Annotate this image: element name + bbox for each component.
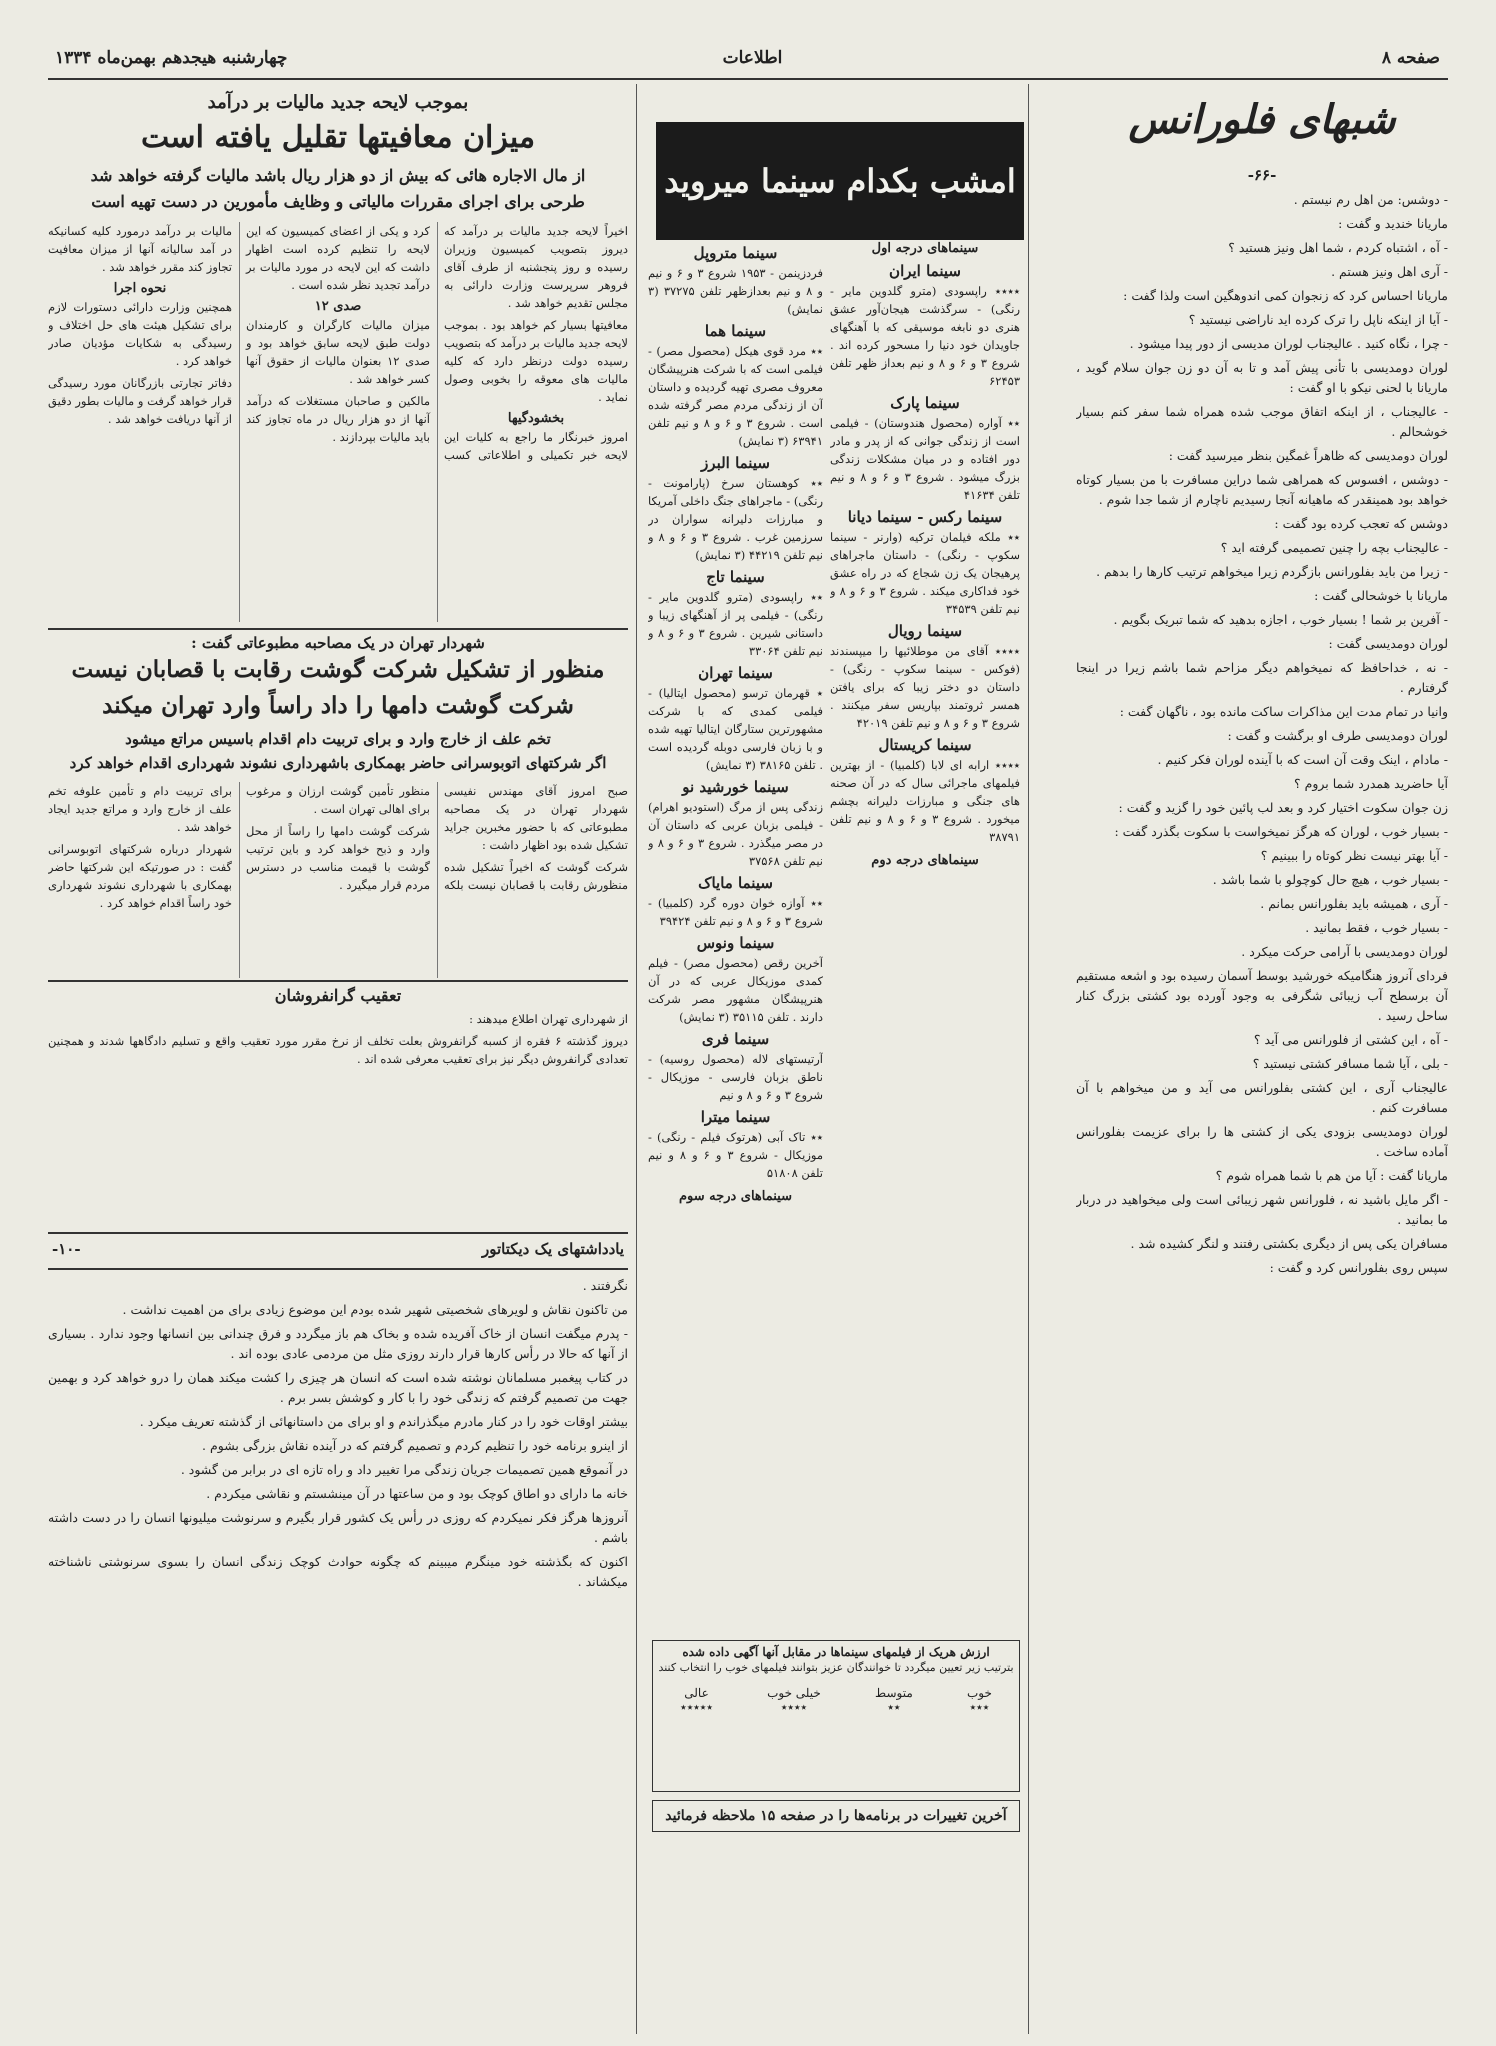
cinema-listing: ٭ قهرمان ترسو (محصول ایتالیا) - فیلمی کمدی که با شرکت مشهورترین ستارگان ایتالیا تهیه شده و با زبان فارسی دوبله گردیده است . تلفن ۳۸۱۶۵ (۳ نمایش) xyxy=(648,686,823,772)
meat-paragraph: شرکت گوشت که اخیراً تشکیل شده منظورش رقابت با قصابان نیست بلکه منظور تأمین گوشت ارزان و مرغوب برای اهالی تهران است . xyxy=(246,784,628,892)
memoir-paragraph: آنروزها هرگز فکر نمیکردم که روزی در رأس یک کشور قرار بگیرم و سرنوشت میلیونها انسان را در دست داشته باشم . xyxy=(48,1510,628,1545)
cinema-name: سینما رویال xyxy=(887,622,963,640)
tax-subhead: بخشودگیها xyxy=(507,411,565,426)
memoir-paragraph: نگرفتند . xyxy=(582,1278,628,1293)
cinema-listing: ٭٭ آوازه خوان دوره گرد (کلمبیا) - شروع ۳ و ۶ و ۸ و نیم تلفن ۳۹۴۲۴ xyxy=(648,896,823,928)
cinema-name: سینما تهران xyxy=(698,664,773,682)
notice-paragraph: دیروز گذشته ۶ فقره از کسبه گرانفروش بعلت تخلف از نرخ مقرر مورد تعقیب واقع و تسلیم دادگاهها شدند و همچنین تعدادی گرانفروش دیگر نیز برای تعقیب معرفی شده اند . xyxy=(48,1034,628,1066)
serial-paragraph: ماریانا احساس کرد که زنجوان کمی اندوهگین است ولذا گفت : xyxy=(1123,288,1448,303)
tax-subhead: صدی ۱۲ xyxy=(314,299,362,314)
cinema-listing: ٭٭٭٭ راپسودی (مترو گلدوین مایر - رنگی) - سرگذشت هیجان‌آور عشق هنری دو نابغه موسیقی که با آهنگهای جاویدان خود دنیا را مسحور کرده اند . شروع ۳ و ۶ و ۸ و نیم بعداز ظهر تلفن ۶۲۴۵۳ xyxy=(830,284,1020,388)
serial-paragraph: لوران دومدیسی با آرامی حرکت میکرد . xyxy=(1241,944,1448,959)
rating-row xyxy=(653,1686,1019,1714)
serial-paragraph: ماریانا گفت : آیا من هم با شما همراه شوم ؟ xyxy=(1215,1168,1448,1183)
meat-paragraph: صبح امروز آقای مهندس نفیسی شهردار تهران در یک مصاحبه مطبوعاتی که با حضور مخبرین جراید تشکیل شده بود اظهار داشت : xyxy=(444,784,628,852)
tax-paragraph: مالیات بر درآمد درمورد کلیه کسانیکه در آمد سالیانه آنها از میزان معافیت تجاوز کند مقرر خواهد شد . xyxy=(48,224,232,274)
serial-paragraph: - چرا ، نگاه کنید . عالیجناب لوران مدیسی از دور پیدا میشود . xyxy=(1129,336,1448,351)
serial-paragraph: وانیا در تمام مدت این مذاکرات ساکت مانده بود ، ناگهان گفت : xyxy=(1119,704,1448,719)
memoir-body xyxy=(48,1276,628,2036)
cinema-listing: زندگی پس از مرگ (استودیو اهرام) - فیلمی بزبان عربی که داستان آن در مصر میگذرد . شروع ۳ و ۶ و ۸ و نیم تلفن ۳۷۵۶۸ xyxy=(648,800,823,868)
column-divider xyxy=(1028,84,1029,2034)
serial-paragraph: مسافران یکی پس از دیگری بکشتی رفتند و لنگر کشیده شد . xyxy=(1130,1236,1448,1251)
cinema-name: سینما میترا xyxy=(700,1108,771,1126)
notice-paragraph: از شهرداری تهران اطلاع میدهند : xyxy=(469,1012,628,1026)
rating-item xyxy=(767,1686,821,1714)
cinema-listing: ٭٭ راپسودی (مترو گلدوین مایر - رنگی) - فیلمی پر از آهنگهای زیبا و داستانی شیرین . شروع ۳ و ۶ و ۸ و نیم تلفن ۳۳۰۶۴ xyxy=(648,590,823,658)
section-rule xyxy=(48,1232,628,1234)
cinema-listing: آخرین رقص (محصول مصر) - فیلم کمدی موزیکال عربی که در آن هنرپیشگان مشهور مصر شرکت دارند . تلفن ۳۵۱۱۵ (۳ نمایش) xyxy=(648,956,823,1024)
rating-item xyxy=(680,1686,713,1714)
serial-paragraph: - عالیجناب ، از اینکه اتفاق موجب شده همراه شما سفر کنم بسیار خوشحالم . xyxy=(1076,404,1448,439)
cinema-listing: ٭٭ آواره (محصول هندوستان) - فیلمی است از زندگی جوانی که از پدر و مادر دور افتاده و در میان مشکلات زندگی بزرگ میشود . شروع ۳ و ۶ و ۸ و نیم تلفن ۴۱۶۳۴ xyxy=(830,416,1020,502)
meat-body xyxy=(48,782,628,978)
memoir-paragraph: بیشتر اوقات خود را در کنار مادرم میگذراندم و او برای من داستانهائی از گذشته تعریف میکرد . xyxy=(139,1414,628,1429)
serial-paragraph: فردای آنروز هنگامیکه خورشید بوسط آسمان رسیده بود و اشعه مستقیم آن برسطح آب زیبائی شگرفی به وجود آورده بود کشتی بزرگ کنار ساحل رسید . xyxy=(1076,968,1448,1023)
memoir-title: یادداشتهای یک دیکتاتور xyxy=(481,1240,624,1258)
rating-label: خیلی خوب xyxy=(767,1686,821,1700)
serial-paragraph: لوران دومدیسی بزودی یکی از کشتی ها را برای عزیمت بفلورانس آماده ساخت . xyxy=(1076,1124,1448,1159)
cinema-column-left xyxy=(648,240,823,1640)
tax-paragraph: امروز خبرنگار ما راجع به کلیات این لایحه خبر تکمیلی و اطلاعاتی کسب کرد و یکی از اعضای کمیسیون که این لایحه را تنظیم کرده است اظهار داشت که این لایحه در مورد مالیات بر درآمد تجدید نظر شده است . xyxy=(246,224,628,462)
cinema-listing: فردزینمن - ۱۹۵۳ شروع ۳ و ۶ و نیم و ۸ و نیم بعدازظهر تلفن ۳۷۲۷۵ (۳ نمایش) xyxy=(648,266,823,316)
serial-text xyxy=(1076,190,1448,2030)
serial-paragraph: - دوشس ، افسوس که همراهی شما دراین مسافرت با من بسیار کوتاه خواهد بود همینقدر که ماهیانه آنجا رسیدیم ناچارم از شما جدا شوم . xyxy=(1076,472,1448,507)
cinema-section-title: سینماهای درجه سوم xyxy=(679,1189,792,1204)
cinema-name: سینما فری xyxy=(701,1030,770,1048)
serial-episode: -۶۶- xyxy=(1247,166,1277,184)
tax-subhead: نحوه اجرا xyxy=(113,281,167,296)
serial-paragraph: - مادام ، اینک وقت آن است که با آینده لوران فکر کنیم . xyxy=(1157,752,1448,767)
page-number: صفحه ۸ xyxy=(1381,48,1440,68)
serial-paragraph: لوران دومدیسی گفت : xyxy=(1328,636,1448,651)
meat-headline: منظور از تشکیل شرکت گوشت رقابت با قصابان نیست xyxy=(71,656,605,683)
cinema-listing: ٭٭ مرد قوی هیکل (محصول مصر) - فیلمی است که با شرکت هنرپیشگان معروف مصری تهیه گردیده و داستان آن از زندگی مردم مصر گرفته شده است . شروع ۳ و ۶ و ۸ و نیم تلفن ۶۳۹۴۱ (۳ نمایش) xyxy=(648,344,823,448)
tax-kicker: بموجب لایحه جدید مالیات بر درآمد xyxy=(207,92,469,113)
serial-paragraph: ماریانا خندید و گفت : xyxy=(1338,216,1448,231)
cinema-listing: ٭٭ ملکه فیلمان ترکیه (وارنر - سینما سکوپ - رنگی) - داستان ماجراهای پرهیجان یک زن شجاع که در راه عشق خود فداکاری میکند . شروع ۳ و ۶ و ۸ و نیم تلفن ۳۴۵۳۹ xyxy=(830,530,1020,616)
cinema-column-right xyxy=(830,240,1020,1740)
serial-paragraph: - عالیجناب بچه را چنین تصمیمی گرفته اید ؟ xyxy=(1220,540,1448,555)
tax-body xyxy=(48,222,628,622)
tax-paragraph: معافیتها بسیار کم خواهد بود . بموجب لایحه جدید مالیات بر درآمد که بتصویب رسیده دولت درنظر دارد که کلیه مالیات های معوقه را بخوبی وصول نماید . xyxy=(444,318,628,404)
rating-label: عالی xyxy=(684,1686,709,1700)
cinema-listing: ٭٭٭٭ آقای من موطلائیها را میپسندند (فوکس - سینما سکوپ - رنگی) - داستان دو دختر زیبا که برای یافتن همسر ثروتمند بپاریس سفر میکنند . شروع ۳ و ۶ و ۸ و نیم تلفن ۴۲۰۱۹ xyxy=(830,644,1020,730)
serial-paragraph: - آه ، این کشتی از فلورانس می آید ؟ xyxy=(1253,1032,1448,1047)
rating-stars: ٭٭٭٭٭ xyxy=(680,1700,713,1714)
notice-body xyxy=(48,1010,628,1110)
meat-deck: تخم علف از خارج وارد و برای تربیت دام اقدام باسیس مراتع میشود xyxy=(125,730,551,748)
meat-kicker: شهردار تهران در یک مصاحبه مطبوعاتی گفت : xyxy=(191,634,485,652)
tax-paragraph: دفاتر تجارتی بازرگانان مورد رسیدگی قرار خواهد گرفت و مالیات بطور دقیق از آنها دریافت خواهد شد . xyxy=(48,376,232,426)
cinema-name: سینما ایران xyxy=(889,262,961,280)
serial-paragraph: - بسیار خوب ، هیچ حال کوچولو با شما باشد . xyxy=(1212,872,1448,887)
serial-paragraph: لوران دومدیسی طرف او برگشت و گفت : xyxy=(1227,728,1448,743)
serial-paragraph: - دوشس: من اهل رم نیستم . xyxy=(1293,192,1448,207)
serial-paragraph: - آیا از اینکه ناپل را ترک کرده اید ناراضی نیستید ؟ xyxy=(1188,312,1448,327)
serial-paragraph: - آری ، همیشه باید بفلورانس بمانم . xyxy=(1260,896,1448,911)
memoir-paragraph: از اینرو برنامه خود را تنظیم کردم و تصمیم گرفتم که در آینده نقاش بزرگی بشوم . xyxy=(202,1438,628,1453)
cinema-name: سینما هما xyxy=(704,322,767,340)
cinema-section-title: سینماهای درجه اول xyxy=(871,241,979,256)
serial-paragraph: - آیا بهتر نیست نظر کوتاه را ببینیم ؟ xyxy=(1260,848,1448,863)
cinema-name: سینما تاج xyxy=(706,568,765,586)
cinema-name: سینما متروپل xyxy=(693,244,778,262)
tax-headline: میزان معافیتها تقلیل یافته است xyxy=(140,120,536,155)
notice-title: تعقیب گرانفروشان xyxy=(274,986,402,1005)
memoir-paragraph: در آنموقع همین تصمیمات جریان زندگی مرا تغییر داد و راه تازه ای در برابر من گشود . xyxy=(180,1462,628,1477)
rating-label: خوب xyxy=(966,1686,992,1700)
rating-stars: ٭٭٭٭ xyxy=(780,1700,808,1714)
cinema-listing: ٭٭٭٭ ارابه ای لابا (کلمبیا) - از بهترین فیلمهای ماجرائی سال که در آن صحنه های جنگی و مبارزات دلیرانه بچشم میخورد . شروع ۳ و ۶ و ۸ و نیم تلفن ۳۸۷۹۱ xyxy=(830,758,1020,844)
tax-paragraph: مالکین و صاحبان مستغلات که درآمد آنها از دو هزار ریال در ماه تجاوز کند باید مالیات بپردازند . xyxy=(246,394,430,444)
column-divider xyxy=(636,84,637,2034)
serial-paragraph: آیا حاضرید همدرد شما بروم ؟ xyxy=(1294,776,1448,791)
memoir-header xyxy=(48,1240,628,1266)
serial-paragraph: - بسیار خوب ، فقط بمانید . xyxy=(1305,920,1448,935)
memoir-paragraph: اکنون که بگذشته خود مینگرم میبینم که چگونه حوادث کوچک زندگی انسان را بسوی سرنوشتی ناشناخته میکشاند . xyxy=(48,1554,628,1589)
meat-headline-2: شرکت گوشت دامها را داد راساً وارد تهران میکند xyxy=(102,692,574,719)
rating-stars: ٭٭٭ xyxy=(969,1700,990,1714)
memoir-number: -۱۰- xyxy=(52,1240,81,1258)
serial-paragraph: - آه ، اشتباه کردم ، شما اهل ونیز هستید ؟ xyxy=(1228,240,1448,255)
memoir-paragraph: خانه ما دارای دو اطاق کوچک بود و من ساعتها در آن مینشستم و نقاشی میکردم . xyxy=(206,1486,628,1501)
serial-paragraph: سپس روی بفلورانس کرد و گفت : xyxy=(1269,1260,1448,1275)
rating-item xyxy=(967,1686,992,1714)
cinema-name: سینما البرز xyxy=(701,454,770,472)
meat-paragraph: شهردار درباره شرکتهای اتوبوسرانی گفت : در صورتیکه این شرکتها حاضر بهمکاری با شهرداری نشوند شهرداری خود راساً اقدام خواهد کرد . xyxy=(48,842,232,910)
cinema-name: سینما رکس - سینما دیانا xyxy=(847,508,1003,526)
section-rule xyxy=(48,1268,628,1270)
meat-deck: اگر شرکتهای اتوبوسرانی حاضر بهمکاری باشهرداری نشوند شهرداری اقدام خواهد کرد xyxy=(69,754,607,772)
serial-title: شبهای فلورانس xyxy=(1128,96,1396,143)
cinema-name: سینما ونوس xyxy=(696,934,775,952)
serial-paragraph: - نه ، خداحافظ که نمیخواهم دیگر مزاحم شما باشم زیرا در اینجا گرفتارم . xyxy=(1076,660,1448,695)
section-rule xyxy=(48,628,628,630)
meat-paragraph: برای تربیت دام و تأمین علوفه تخم علف از خارج وارد و مراتع جدید ایجاد خواهد شد . xyxy=(48,784,232,834)
tax-paragraph: اخیراً لایحه جدید مالیات بر درآمد که دیروز بتصویب کمیسیون وزیران رسیده و روز پنجشنبه از طرف آقای فروهر سرپرست وزارت دارائی به مجلس تقدیم خواهد شد . xyxy=(444,224,628,310)
rating-legend xyxy=(652,1640,1020,1792)
serial-paragraph: ماریانا با خوشحالی گفت : xyxy=(1314,588,1448,603)
serial-paragraph: - آفرین بر شما ! بسیار خوب ، اجازه بدهید که شما تبریک بگویم . xyxy=(1113,612,1448,627)
cinema-section-title: سینماهای درجه دوم xyxy=(871,853,979,868)
serial-paragraph: لوران دومدیسی با تأنی پیش آمد و تا به آن دو زن جوان سلام گوید ، ماریانا با لحنی نیکو با او گفت : xyxy=(1076,360,1448,395)
cinema-name: سینما مایاک xyxy=(698,874,773,892)
cinema-name: سینما خورشید نو xyxy=(682,778,789,796)
cinema-listing: آرتیستهای لاله (محصول روسیه) - ناطق بزبان فارسی - موزیکال - شروع ۳ و ۶ و ۸ و نیم xyxy=(648,1052,823,1102)
cinema-name: سینما پارک xyxy=(890,394,960,412)
rating-stars: ٭٭ xyxy=(887,1700,901,1714)
serial-paragraph: - بلی ، آیا شما مسافر کشتی نیستید ؟ xyxy=(1252,1056,1448,1071)
cinema-name: سینما کریستال xyxy=(878,736,972,754)
rating-note: بترتیب زیر تعیین میگردد تا خوانندگان عزیز بتوانند فیلمهای خوب را انتخاب کنند xyxy=(658,1661,1014,1674)
serial-paragraph: - زیرا من باید بفلورانس بازگردم زیرا میخواهم ترتیب کارها را بدهم . xyxy=(1096,564,1448,579)
tax-deck: طرحی برای اجرای مقررات مالیاتی و وظایف مأمورین در دست تهیه است xyxy=(91,192,585,211)
memoir-paragraph: در کتاب پیغمبر مسلمانان نوشته شده است که انسان هر چیزی را کشت میکند همان را درو خواهد کرد و بهمین جهت من تصمیم گرفتم که زندگی خود را با کار و کوشش بسر برم . xyxy=(48,1370,628,1405)
serial-paragraph: عالیجناب آری ، این کشتی بفلورانس می آید و من میخواهم با آن مسافرت کنم . xyxy=(1076,1080,1448,1115)
tax-paragraph: همچنین وزارت دارائی دستورات لازم برای تشکیل هیئت های حل اختلاف و رسیدگی به شکایات مؤدیان صادر خواهد کرد . xyxy=(48,300,232,368)
rating-title: ارزش هریک از فیلمهای سینماها در مقابل آنها آگهی داده شده xyxy=(682,1645,990,1659)
memoir-paragraph: - پدرم میگفت انسان از خاک آفریده شده و بخاک هم باز میگردد و فرق چندانی بین انسانها وجود ندارد . بسیاری از آنها که حالا در رأس کارها قرار دارند روزی مثل من مردمی عادی بوده اند . xyxy=(48,1326,628,1361)
tax-paragraph: میزان مالیات کارگران و کارمندان دولت طبق لایحه سابق خواهد بود و صدی ۱۲ بعنوان مالیات از حقوق آنها کسر خواهد شد . xyxy=(246,318,430,386)
section-rule xyxy=(48,980,628,982)
cinema-listing: ٭٭ کوهستان سرخ (پارامونت - رنگی) - ماجراهای جنگ داخلی آمریکا و مبارزات دلیرانه سواران در سرزمین غرب . شروع ۳ و ۶ و ۸ و نیم تلفن ۴۴۲۱۹ (۳ نمایش) xyxy=(648,476,823,562)
serial-paragraph: لوران دومدیسی که ظاهراً غمگین بنظر میرسید گفت : xyxy=(1168,448,1448,463)
page-header xyxy=(55,48,1450,74)
serial-paragraph: - بسیار خوب ، لوران که هرگز نمیخواست با سکوت بگذرد گفت : xyxy=(1114,824,1448,839)
header-rule xyxy=(48,78,1448,80)
cinema-banner: امشب بکدام سینما میروید xyxy=(656,122,1024,240)
serial-paragraph: - اگر مایل باشید نه ، فلورانس شهر زیبائی است ولی میخواهید در دربار ما بمانید . xyxy=(1076,1192,1448,1227)
masthead: اطلاعات xyxy=(722,48,783,68)
memoir-paragraph: من تاکنون نقاش و لویرهای شخصیتی شهیر شده بودم این موضوع زیادی برای من اهمیت نداشت . xyxy=(122,1302,628,1317)
rating-label: متوسط xyxy=(875,1686,913,1700)
issue-date: چهارشنبه هیجدهم بهمن‌ماه ۱۳۳۴ xyxy=(55,48,288,68)
serial-paragraph: - آری اهل ونیز هستم . xyxy=(1331,264,1448,279)
rating-item xyxy=(875,1686,913,1714)
serial-paragraph: زن جوان سکوت اختیار کرد و بعد لب پائین خود را گزید و گفت : xyxy=(1118,800,1448,815)
serial-paragraph: دوشس که تعجب کرده بود گفت : xyxy=(1274,516,1448,531)
schedule-changes-note: آخرین تغییرات در برنامه‌ها را در صفحه ۱۵ ملاحظه فرمائید xyxy=(652,1800,1020,1832)
cinema-listing: ٭٭ تاک آبی (هرتوک فیلم - رنگی) - موزیکال - شروع ۳ و ۶ و ۸ و نیم تلفن ۵۱۸۰۸ xyxy=(648,1130,823,1180)
meat-paragraph: شرکت گوشت دامها را راساً از محل وارد و ذبح خواهد کرد و باین ترتیب گوشت با قیمت مناسب در دسترس مردم قرار میگیرد . xyxy=(246,824,430,892)
tax-deck: از مال الاجاره هائی که بیش از دو هزار ریال باشد مالیات گرفته خواهد شد xyxy=(90,166,586,185)
